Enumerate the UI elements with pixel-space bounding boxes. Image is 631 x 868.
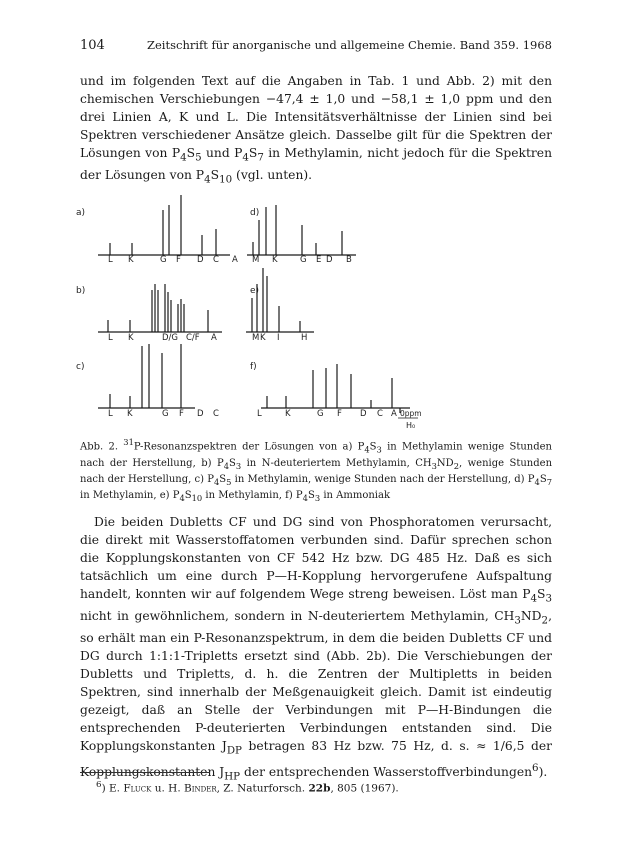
peak-letter-b-0: L <box>108 333 113 343</box>
figure-caption: Abb. 2. $^{31}$P-Resonanzspektren der Lösungen von a) $P_4S_3$ in Methylamin wenige Stunden nach der Herstellung, b) $P_4S_3$ in N-deuteriertem Methylamin, $CH_3ND_2$, wenige Stunden nach der Herstellung, c) $P_4S_5$ in Methylamin, wenige Stunden nach der Herstellung, d) $P_4S_7$ in Methylamin, e) $P_4S_{10}$ in Methylamin, f) $P_4S_3$ in Ammoniak <box>80 437 553 504</box>
peak-letter-a-2: G <box>160 255 167 265</box>
peak-letter-f-6: A <box>391 409 397 419</box>
peak-letter-d-5: B <box>346 255 352 265</box>
panel-label-d: d) <box>250 208 260 218</box>
peak-letter-c-5: C <box>213 409 219 419</box>
peak-letter-c-0: L <box>108 409 113 419</box>
peak-letter-a-3: F <box>176 255 181 265</box>
peak-letter-a-5: C <box>213 255 219 265</box>
peak-letter-c-1: K <box>127 409 133 419</box>
peak-letter-b-2: D/G <box>162 333 178 343</box>
peak-letter-f-0: L <box>257 409 262 419</box>
peak-letter-e-1: K <box>260 333 266 343</box>
field-label-h0: H₀ <box>406 421 416 430</box>
peak-letter-d-3: E <box>316 255 322 265</box>
running-header <box>80 38 552 56</box>
peak-letter-f-5: C <box>377 409 383 419</box>
peak-letter-f-4: D <box>360 409 367 419</box>
peak-letter-f-3: F <box>337 409 342 419</box>
peak-letter-e-0: M <box>252 333 260 343</box>
peak-letter-e-2: I <box>277 333 280 343</box>
peak-letter-e-3: H <box>301 333 308 343</box>
footnote-rule <box>80 772 210 773</box>
footnote: $^6$) E. Fluck u. H. Binder, Z. Naturforsch. 22b, 805 (1967). <box>96 780 399 795</box>
peak-letter-c-4: D <box>197 409 204 419</box>
peak-letter-b-4: A <box>211 333 217 343</box>
paragraph-2: Die beiden Dubletts CF und DG sind von Phosphoratomen verursacht, die direkt mit Wasserstoffatomen verbunden sind. Dafür sprechen schon die Kopplungskonstanten von CF 542 Hz bzw. DG 485 Hz. Daß es sich tatsächlich um eine durch P—H-Kopplung hervorgerufene Aufspaltung handelt, konnten wir auf folgendem Wege streng beweisen. Löst man $P_4S_3$ nicht in gewöhnlichem, sondern in N-deuteriertem Methylamin, $CH_3ND_2$, so erhält man ein P-Resonanzspektrum, in dem die beiden Dubletts CF und DG durch 1:1:1-Tripletts ersetzt sind (Abb. 2b). Die Verschiebungen der Dubletts und Tripletts, d. h. die Zentren der Multipletts in beiden Spektren, sind innerhalb der Meßgenauigkeit gleich. Damit ist eindeutig gezeigt, daß an Stelle der Verbindungen mit P—H-Bindungen die entsprechenden P-deuterierten Verbindungen entstanden sind. Die Kopplungskonstanten $J_{DP}$ betragen 83 Hz bzw. 75 Hz, d. s. ≈ 1/6,5 der Kopplungskonstanten $J_{HP}$ der entsprechenden Wasserstoffverbindungen$^6$). <box>80 515 552 783</box>
peak-letter-a-1: K <box>128 255 134 265</box>
peak-letter-d-4: D <box>326 255 333 265</box>
panel-label-e: e) <box>250 286 260 296</box>
peak-letter-f-1: K <box>285 409 291 419</box>
paragraph-1: und im folgenden Text auf die Angaben in Tab. 1 und Abb. 2) mit den chemischen Verschiebungen −47,4 ± 1,0 und −58,1 ± 1,0 ppm und den drei Linien A, K und L. Die Intensitätsverhältnisse der Linien sind bei Spektren verschiedener Ansätze gleich. Dasselbe gilt für die Spektren der Lösungen von $P_4S_5$ und $P_4S_7$ in Methylamin, nicht jedoch für die Spektren der Lösungen von $P_4S_{10}$ (vgl. unten). <box>80 74 552 186</box>
peak-letter-b-1: K <box>128 333 134 343</box>
peak-letter-d-0: M <box>252 255 260 265</box>
peak-letter-d-1: K <box>272 255 278 265</box>
peak-letter-a-4: D <box>197 255 204 265</box>
peak-letter-b-3: C/F <box>186 333 200 343</box>
peak-letter-f-2: G <box>317 409 324 419</box>
journal-title: Zeitschrift für anorganische und allgemeine Chemie. Band 359. 1968 <box>147 38 552 52</box>
nmr-spectra-svg <box>76 198 560 430</box>
peak-letter-a-6: A <box>232 255 238 265</box>
zero-ppm-label: 0ppm <box>400 409 422 418</box>
peak-letter-c-3: F <box>179 409 184 419</box>
peak-letter-d-2: G <box>300 255 307 265</box>
panel-label-a: a) <box>76 208 86 218</box>
page-number: 104 <box>80 38 105 53</box>
panel-label-f: f) <box>250 362 257 372</box>
peak-letter-c-2: G <box>162 409 169 419</box>
nmr-spectra-figure <box>76 198 560 430</box>
peak-letter-a-0: L <box>108 255 113 265</box>
panel-label-b: b) <box>76 286 86 296</box>
panel-label-c: c) <box>76 362 85 372</box>
